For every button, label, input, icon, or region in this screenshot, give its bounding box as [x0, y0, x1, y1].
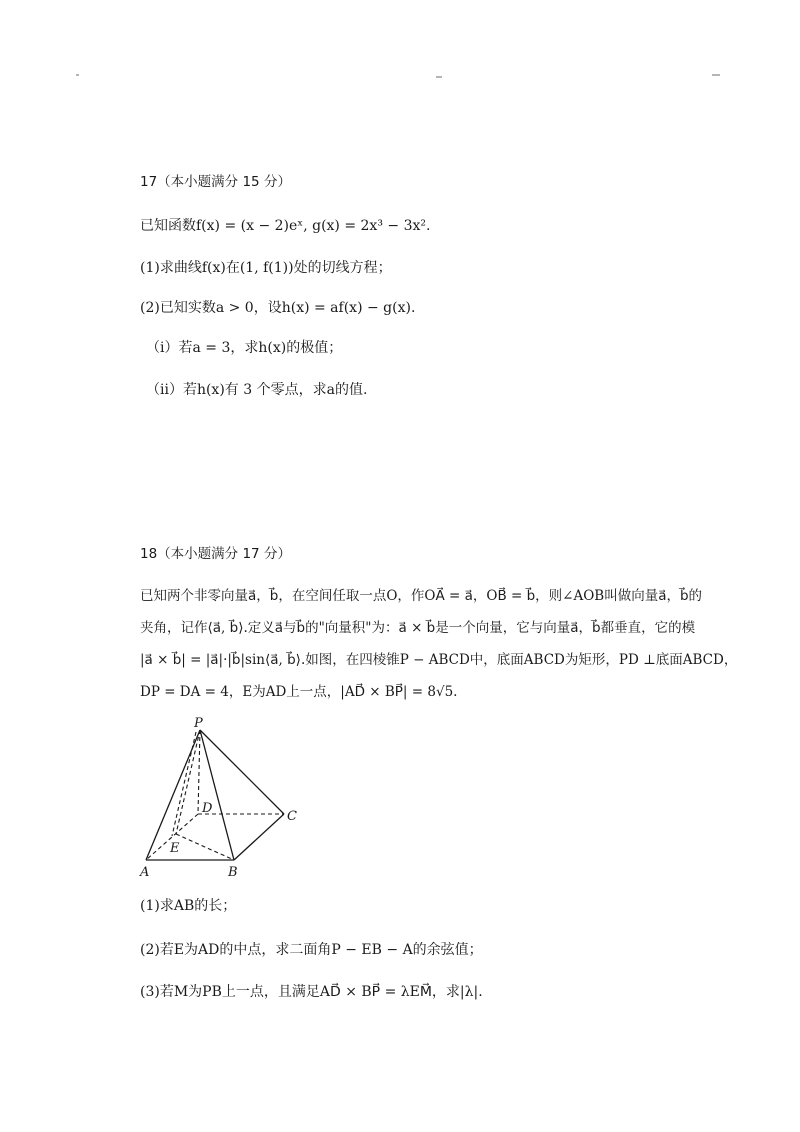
- edge-BC: [234, 814, 284, 860]
- vertex-label-D: D: [202, 801, 213, 816]
- edge-PE: [176, 730, 200, 834]
- q17-header: 17（本小题满分 15 分）: [140, 174, 291, 190]
- vertex-label-B: B: [228, 865, 238, 880]
- vertex-label-E: E: [170, 841, 180, 856]
- q17-part1: (1)求曲线f(x)在(1, f(1))处的切线方程；: [140, 260, 392, 276]
- q18-line2: 夹角，记作⟨a⃗, b⃗⟩.定义a⃗与b⃗的"向量积"为：a⃗ × b⃗是一个向量，它与向量a⃗，b⃗都垂直，它的模: [140, 620, 696, 636]
- q18-line1: 已知两个非零向量a⃗，b⃗，在空间任取一点O，作OA⃗ = a⃗，OB⃗ = b⃗，则∠AOB叫做向量a⃗，b⃗的: [140, 588, 703, 604]
- scan-speck: [76, 74, 79, 76]
- q18-line3: |a⃗ × b⃗| = |a⃗|·|b⃗|sin⟨a⃗, b⃗⟩.如图，在四棱锥P − ABCD中，底面ABCD为矩形，PD ⊥底面ABCD，: [140, 652, 738, 668]
- edge-PC: [200, 730, 284, 814]
- pyramid-figure: [132, 714, 322, 884]
- scan-speck: [436, 76, 442, 78]
- q17-intro: 已知函数f(x) = (x − 2)eˣ, g(x) = 2x³ − 3x².: [140, 218, 431, 234]
- q17-sub-ii: （ii）若h(x)有 3 个零点，求a的值.: [146, 382, 368, 398]
- scan-speck: [712, 74, 720, 76]
- q18-header: 18（本小题满分 17 分）: [140, 546, 291, 562]
- q18-part1: (1)求AB的长；: [140, 898, 237, 914]
- q18-part2: (2)若E为AD的中点，求二面角P − EB − A的余弦值；: [140, 942, 483, 958]
- q17-sub-i: （i）若a = 3，求h(x)的极值；: [146, 340, 343, 356]
- edge-PB: [200, 730, 234, 860]
- q18-part3: (3)若M为PB上一点，且满足AD⃗ × BP⃗ = λEM⃗，求|λ|.: [140, 984, 483, 1000]
- q18-line4: DP = DA = 4，E为AD上一点，|AD⃗ × BP⃗| = 8√5.: [140, 684, 458, 700]
- edge-PE2: [172, 732, 196, 836]
- vertex-label-A: A: [140, 865, 150, 880]
- edge-EB: [176, 834, 234, 860]
- vertex-label-P: P: [194, 716, 203, 731]
- edge-PD: [198, 730, 200, 814]
- vertex-label-C: C: [287, 809, 297, 824]
- q17-part2: (2)已知实数a > 0，设h(x) = af(x) − g(x).: [140, 300, 416, 316]
